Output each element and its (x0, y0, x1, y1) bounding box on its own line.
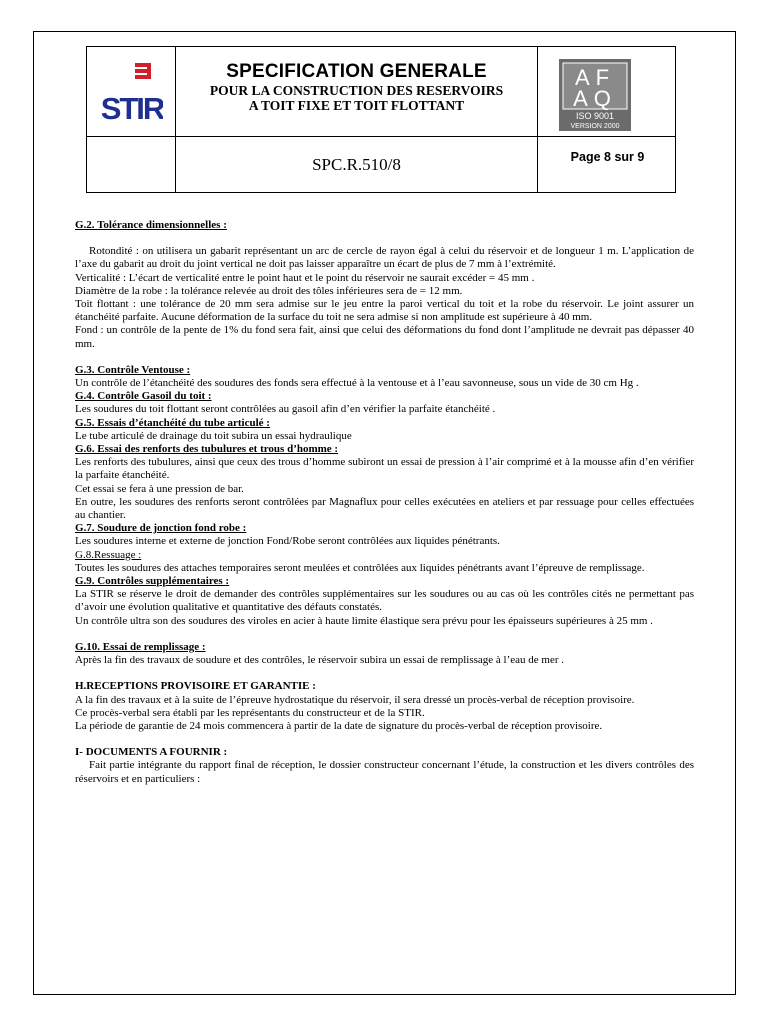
paragraph: Rotondité : on utilisera un gabarit représentant un arc de cercle de rayon égal à celui du réservoir et de longueur 1 m. L’application de l’axe du gabarit au droit du joint vertical ne doit pas laisser apparaître un écart de plus de 7 mm à l’extrémité. (75, 245, 694, 271)
section-heading-g8: G.8.Ressuage : (75, 548, 142, 561)
section-heading-i: I- DOCUMENTS A FOURNIR : (75, 746, 228, 759)
paragraph: En outre, les soudures des renforts seront contrôlées par Magnaflux pour celles exécutées en ateliers et par ressuage pour celles effectuées au chantier. (75, 495, 694, 522)
paragraph: Fait partie intégrante du rapport final de réception, le dossier constructeur concernant l’étude, la construction et les divers contrôles des réservoirs et en particuliers : (75, 759, 694, 785)
paragraph: Les renforts des tubulures, ainsi que ceux des trous d’homme subiront un essai de pression à l’air comprimé et à la mousse afin d’en vérifier la parfaite étanchéité. (75, 456, 694, 482)
section-heading-g6: G.6. Essai des renforts des tubulures et trous d’homme : (75, 443, 339, 456)
paragraph: Les soudures du toit flottant seront contrôlées au gasoil afin d’en vérifier la parfaite étanchéité . (75, 403, 496, 416)
paragraph: Le tube articulé de drainage du toit subira un essai hydraulique (75, 429, 352, 442)
section-heading-g2: G.2. Tolérance dimensionnelles : (75, 219, 227, 231)
stir-logo (101, 57, 163, 127)
paragraph: Un contrôle de l’étanchéité des soudures des fonds sera effectué à la ventouse et à l’eau savonneuse, sous un vide de 30 cm Hg . (75, 377, 639, 390)
section-heading-h: H.RECEPTIONS PROVISOIRE ET GARANTIE : (75, 680, 316, 693)
header-column-divider (537, 47, 538, 192)
paragraph: Cet essai se fera à une pression de bar. (75, 482, 244, 495)
afaq-iso-logo (559, 59, 631, 131)
paragraph: Ce procès-verbal sera établi par les représentants du constructeur et de la STIR. (75, 706, 425, 719)
paragraph: Diamètre de la robe : la tolérance relevée au droit des tôles inférieures sera de = 12 mm. (75, 284, 463, 297)
section-heading-g4: G.4. Contrôle Gasoil du toit : (75, 390, 212, 403)
paragraph: Un contrôle ultra son des soudures des viroles en acier à haute limite élastique sera prévu pour les épaisseurs supérieures à 25 mm . (75, 614, 653, 627)
document-body (75, 219, 694, 786)
afaq-version-label: VERSION 2000 (570, 123, 620, 130)
section-heading-g10: G.10. Essai de remplissage : (75, 640, 206, 653)
section-heading-g9: G.9. Contrôles supplémentaires : (75, 575, 230, 588)
document-reference: SPC.R.510/8 (312, 155, 401, 174)
paragraph: Verticalité : L’écart de verticalité entre le point haut et le point du réservoir ne saurait excéder = 45 mm . (75, 271, 535, 284)
paragraph: Toit flottant : une tolérance de 20 mm sera admise sur le jeu entre la paroi vertical du toit et la robe du réservoir. Le joint assurer un étanchéité parfaite. Aucune déformation de la surface du toit ne sera admise si non amplitude est supérieure à 40 mm. (75, 298, 694, 324)
section-heading-g7: G.7. Soudure de jonction fond robe : (75, 522, 247, 535)
document-subtitle-line2: A TOIT FIXE ET TOIT FLOTTANT (248, 98, 465, 113)
section-heading-g3: G.3. Contrôle Ventouse : (75, 363, 191, 376)
paragraph: Toutes les soudures des attaches temporaires seront meulées et contrôlées aux liquides pénétrants avant l’épreuve de remplissage. (75, 561, 645, 574)
paragraph: A la fin des travaux et à la suite de l’épreuve hydrostatique du réservoir, il sera dressé un procès-verbal de réception provisoire. (75, 693, 635, 706)
document-header (86, 46, 676, 193)
afaq-letters-bottom: AQ (573, 86, 617, 111)
afaq-iso-label: ISO 9001 (575, 111, 615, 121)
document-title: SPECIFICATION GENERALE (226, 61, 487, 82)
stir-logo-text: STIR (101, 91, 163, 126)
afaq-letters-top: AF (574, 65, 616, 90)
paragraph: Fond : un contrôle de la pente de 1% du fond sera fait, ainsi que celui des déformations du fond dont l’amplitude ne devrait pas dépasser 40 mm. (75, 324, 694, 350)
section-heading-g5: G.5. Essais d’étanchéité du tube articulé : (75, 416, 270, 429)
paragraph: La période de garantie de 24 mois commencera à partir de la date de signature du procès-verbal de réception provisoire. (75, 719, 603, 732)
document-subtitle-line1: POUR LA CONSTRUCTION DES RESERVOIRS (209, 83, 504, 98)
paragraph: La STIR se réserve le droit de demander des contrôles supplémentaires sur les soudures ou au cas où les contrôles cités ne permettant pas d’avoir une évolution qualitative et quantitative des défauts constatés. (75, 588, 694, 614)
paragraph: Les soudures interne et externe de jonction Fond/Robe seront contrôlées aux liquides pénétrants. (75, 535, 500, 548)
paragraph: Après la fin des travaux de soudure et des contrôles, le réservoir subira un essai de remplissage à l’eau de mer . (75, 654, 565, 667)
page-number: Page 8 sur 9 (570, 150, 645, 164)
title-block (176, 61, 537, 113)
